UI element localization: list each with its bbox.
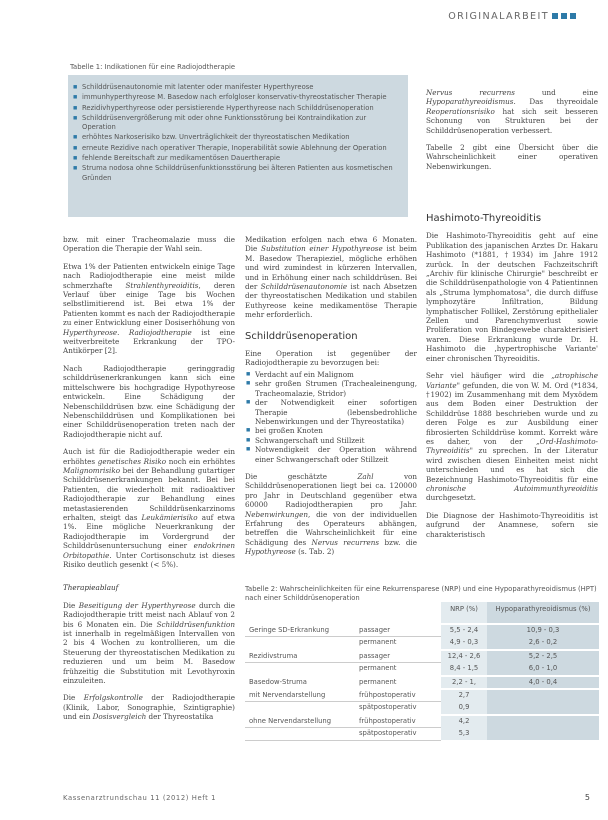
table-cell-phase: spätpostoperativ (355, 702, 441, 715)
journal-footer: Kassenarztrundschau 11 (2012) Heft 1 (63, 794, 217, 802)
table-cell-phase: permanent (355, 663, 441, 676)
table2-caption: Tabelle 2: Wahrscheinlichkeiten für eine Rekurrensparese (NRP) und eine Hypoparathyreoidismus (HPT) nach einer Schilddrüsenoperation (245, 585, 597, 602)
column-3: Hashimoto-Thyreoiditis Die Hashimoto-Thyreoiditis geht auf eine Publikation des japanischen Arztes Dr. Hakaru Hashimoto (*1881, †1934) im Jahre 1912 zurück. In der deutschen Fachzeitschrift „Archiv für klinische Chirurgie" beschreibt er die Schilddrüsenpathologie von 4 Patientinnen als „Struma lymphomatosa", die durch diffuse lymphozytäre Infiltration, Bildung lymphatischer Follikel, Zerstörung epithelialer Zellen und Parenchymverlust sowie Proliferation von Bindegewebe charakterisiert waren. Diese Erkrankung wurde Dr. H. Hashimoto die ‚hypertrophische Variante' einer chronischen Thyreoiditis. Sehr viel häufiger wird die „atrophische Variante" gefunden, die von W. M. Ord (*1834, †1902) im Zusammenhang mit dem Myxödem aus dem Boden einer Destruktion der Schilddrüse 1888 beschrieben wurde und zu deren Folge es zur Ausbildung einer fibrosierten Schilddrüse kommt. Korrekt wäre es daher, von der „Ord-Hashimoto-Thyreoiditis" zu sprechen. In der Literatur wird zwischen diesen Einheiten meist nicht unterschieden und es hat sich die Bezeichnung Hashimoto-Thyreoiditis für eine chronische Autoimmunthyreoiditis durchgesetzt. Die Diagnose der Hashimoto-Thyreoiditis ist aufgrund der Anamnese, sofern sie charakteristisch (426, 213, 598, 539)
table-cell-hpt (487, 715, 599, 728)
page-number: 5 (584, 793, 590, 802)
table-cell-hpt: 2,6 - 0,2 (487, 637, 599, 650)
table-cell-nrp: 4,2 (441, 715, 487, 728)
section-header: ORIGINALARBEIT (448, 12, 576, 21)
table-cell-hpt (487, 689, 599, 702)
table-cell-group (245, 728, 355, 740)
table1-item: ■ immunhyperthyreose M. Basedow nach erfolgloser konservativ-thyreostatischer Therapie (82, 93, 402, 102)
table-cell-nrp: 8,4 - 1,5 (441, 663, 487, 676)
table-cell-nrp: 2,7 (441, 689, 487, 702)
table2 (245, 602, 599, 741)
table1-item: ■ Struma nodosa ohne Schilddrüsenfunktionsstörung bei älteren Patienten aus kosmetischen Gründen (82, 164, 402, 183)
table-cell-phase: permanent (355, 637, 441, 650)
table-cell-group: mit Nervendarstellung (245, 689, 355, 702)
table-cell-phase: spätpostoperativ (355, 728, 441, 740)
operation-indication-item: ■ der Notwendigkeit einer sofortigen Therapie (lebensbedrohliche Nebenwirkungen und der Thyreostatika) (255, 398, 417, 426)
table-row (245, 637, 599, 650)
heading-hashimoto: Hashimoto-Thyreoiditis (426, 213, 542, 224)
table-cell-group: Basedow-Struma (245, 676, 355, 689)
table1-item: ■ Rezidivhyperthyreose oder persistierende Hyperthyreose nach Schilddrüsenoperation (82, 104, 402, 113)
table1-item: ■ erhöhtes Narkoserisiko bzw. Unverträglichkeit der thyreostatischen Medikation (82, 133, 402, 142)
table1-list (68, 75, 408, 183)
table-cell-hpt (487, 728, 599, 740)
column-1: bzw. mit einer Tracheomalazie muss die Operation die Therapie der Wahl sein. Etwa 1% der Patienten entwickeln einige Tage nach Radiojodtherapie eine meist milde schmerzhafte Strahlenthyreoiditis, deren Verlauf über einige Tage bis Wochen selbstlimitierend ist. Bei etwa 1% der Patienten kommt es nach der Radiojodtherapie zu einer Entwicklung einer Dosiserhöhung von Hyperthyreose. Radiojodtherapie ist eine weitverbreitete Erkrankung der TPO-Antikörper [2]. Nach Radiojodtherapie geringgradig schilddrüsenerkrankungen kann sich eine mittelschwere bis hochgradige Hypothyreose entwickeln. Eine Schädigung der Nebenschilddrüsen bzw. eine Schädigung der Nebenschilddrüsen und Komplikationen bei einer Schilddrüsenoperation treten nach der Radiojodtherapie nicht auf. Auch ist für die Radiojodtherapie weder ein erhöhtes genetisches Risiko noch ein erhöhtes Malignomrisiko bei der Behandlung gutartiger Schilddrüsenerkrankungen bekannt. Bei bei Patienten, die wiederholt mit radioaktiver Radiojodtherapie zur Behandlung eines metastasierenden Schilddrüsenkarzinoms erhalten, steigt das Leukämierisiko auf etwa 1%. Eine mögliche Neuerkrankung der Radiojodtherapie im Vordergrund der Schilddrüsenuntersuchung einer endokrinen Orbitopathie. Unter Cortisonschutz ist dieses Risiko deutlich gesenkt (< 5%). Therapieablauf Die Beseitigung der Hyperthyreose durch die Radiojodtherapie tritt meist nach Ablauf von 2 bis 6 Monaten ein. Die Schilddrüsenfunktion ist innerhalb in regelmäßigen Intervallen von 2 bis 4 Wochen zu kontrollieren, um die Steuerung der thyreostatischen Medikation zu reduzieren und um beim M. Basedow frühzeitig die Substitution mit Levothyroxin einzuleiten. Die Erfolgskontrolle der Radiojodtherapie (Klinik, Labor, Sonographie, Szintigraphie) und ein Dosisvergleich der Thyreostatika (63, 235, 236, 722)
table-cell-phase: passager (355, 650, 441, 663)
operation-indication-item: ■ Notwendigkeit der Operation während einer Schwangerschaft oder Stillzeit (255, 445, 417, 464)
operation-indication-item: ■ bei großen Knoten (255, 426, 417, 435)
table-row (245, 650, 599, 663)
operation-indication-item: ■ Verdacht auf ein Malignom (255, 370, 417, 379)
table-row (245, 715, 599, 728)
table1-item: ■ erneute Rezidive nach operativer Therapie, Inoperabilität sowie Ablehnung der Operation (82, 144, 402, 153)
table-cell-nrp: 5,3 (441, 728, 487, 740)
heading-therapieablauf: Therapieablauf (63, 583, 119, 593)
table-row (245, 728, 599, 740)
header-hpt: Hypoparathyreoidismus (%) (487, 602, 599, 624)
operation-indication-item: ■ sehr großen Strumen (Trachealeinengung, Tracheomalazie, Stridor) (255, 379, 417, 398)
table-cell-nrp: 0,9 (441, 702, 487, 715)
table1-box (68, 75, 408, 217)
table1-item: ■ Schilddrüsenautonomie mit latenter oder manifester Hyperthyreose (82, 83, 402, 92)
table-cell-phase: passager (355, 624, 441, 637)
table-cell-hpt: 10,9 - 0,3 (487, 624, 599, 637)
table-cell-nrp: 5,5 - 2,4 (441, 624, 487, 637)
table-cell-hpt: 6,0 - 1,0 (487, 663, 599, 676)
operation-indication-item: ■ Schwangerschaft und Stillzeit (255, 436, 417, 445)
table-cell-phase: frühpostoperativ (355, 715, 441, 728)
table-cell-hpt: 4,0 - 0,4 (487, 676, 599, 689)
table-row (245, 689, 599, 702)
table-cell-group (245, 637, 355, 650)
table-cell-group (245, 702, 355, 715)
table1-item: ■ Schilddrüsenvergrößerung mit oder ohne Funktionsstörung bei Kontraindikation zur Operation (82, 114, 402, 133)
square-icon (570, 13, 576, 19)
table-cell-nrp: 4,9 - 0,3 (441, 637, 487, 650)
table-cell-nrp: 12,4 - 2,6 (441, 650, 487, 663)
table-cell-group: Rezidivstruma (245, 650, 355, 663)
table-cell-phase: frühpostoperativ (355, 689, 441, 702)
square-icon (561, 13, 567, 19)
table-row (245, 624, 599, 637)
table-cell-phase: permanent (355, 676, 441, 689)
table-row (245, 702, 599, 715)
table-cell-group: ohne Nervendarstellung (245, 715, 355, 728)
col3-top: Nervus recurrens und eine Hypoparathyreoidismus. Das thyreoidale Reoperationsrisiko hat sich seit besseren Schonung von Strukturen bei der Schilddrüsenoperation verbessert. Tabelle 2 gibt eine Übersicht über die Wahrscheinlichkeit einer operativen Nebenwirkungen. (426, 88, 598, 171)
operation-indication-list (245, 370, 417, 464)
header-nrp: NRP (%) (441, 602, 487, 624)
table-row (245, 676, 599, 689)
table-row (245, 663, 599, 676)
column-2: Medikation erfolgen nach etwa 6 Monaten. Die Substitution einer Hypothyreose ist beim M. Basedow Therapieziel, mögliche erhöhen und wird zumindest in kürzeren Intervallen, und in Erhöhung einer nach schilddrüsen. Bei der Schilddrüsenautonomie ist nach Absetzen der thyreostatischen Medikation und stabilen Euthyreose keine medikamentöse Therapie mehr erforderlich. Schilddrüsenoperation Eine Operation ist gegenüber der Radiojodtherapie zu bevorzugen bei: ■ Verdacht auf ein Malignom ■ sehr großen Strumen (Trachealeinengung, Tracheomalazie, Stridor) ■ der Notwendigkeit einer sofortigen Therapie (lebensbedrohliche Nebenwirkungen und der Thyreostatika) ■ bei großen Knoten ■ Schwangerschaft und Stillzeit ■ Notwendigkeit der Operation während einer Schwangerschaft oder Stillzeit Die geschätzte Zahl von Schilddrüsenoperationen liegt bei ca. 120000 pro Jahr in Deutschland gegenüber etwa 60000 Radiojodtherapien pro Jahr. Nebenwirkungen, die von der individuellen Erfahrung des Operateurs abhängen, betreffen die Wahrscheinlichkeit für eine Schädigung des Nervus recurrens bzw. die Hypothyreose (s. Tab. 2) (245, 235, 417, 565)
table-cell-hpt (487, 702, 599, 715)
square-icon (552, 13, 558, 19)
table-cell-group: Geringe SD-Erkrankung (245, 624, 355, 637)
table-cell-nrp: 2,2 - 1, (441, 676, 487, 689)
table-cell-hpt: 5,2 - 2,5 (487, 650, 599, 663)
table-cell-group (245, 663, 355, 676)
heading-schilddruesenoperation: Schilddrüsenoperation (245, 330, 358, 342)
table1-item: ■ fehlende Bereitschaft zur medikamentösen Dauertherapie (82, 154, 402, 163)
table1-caption: Tabelle 1: Indikationen für eine Radiojodtherapie (70, 63, 236, 71)
